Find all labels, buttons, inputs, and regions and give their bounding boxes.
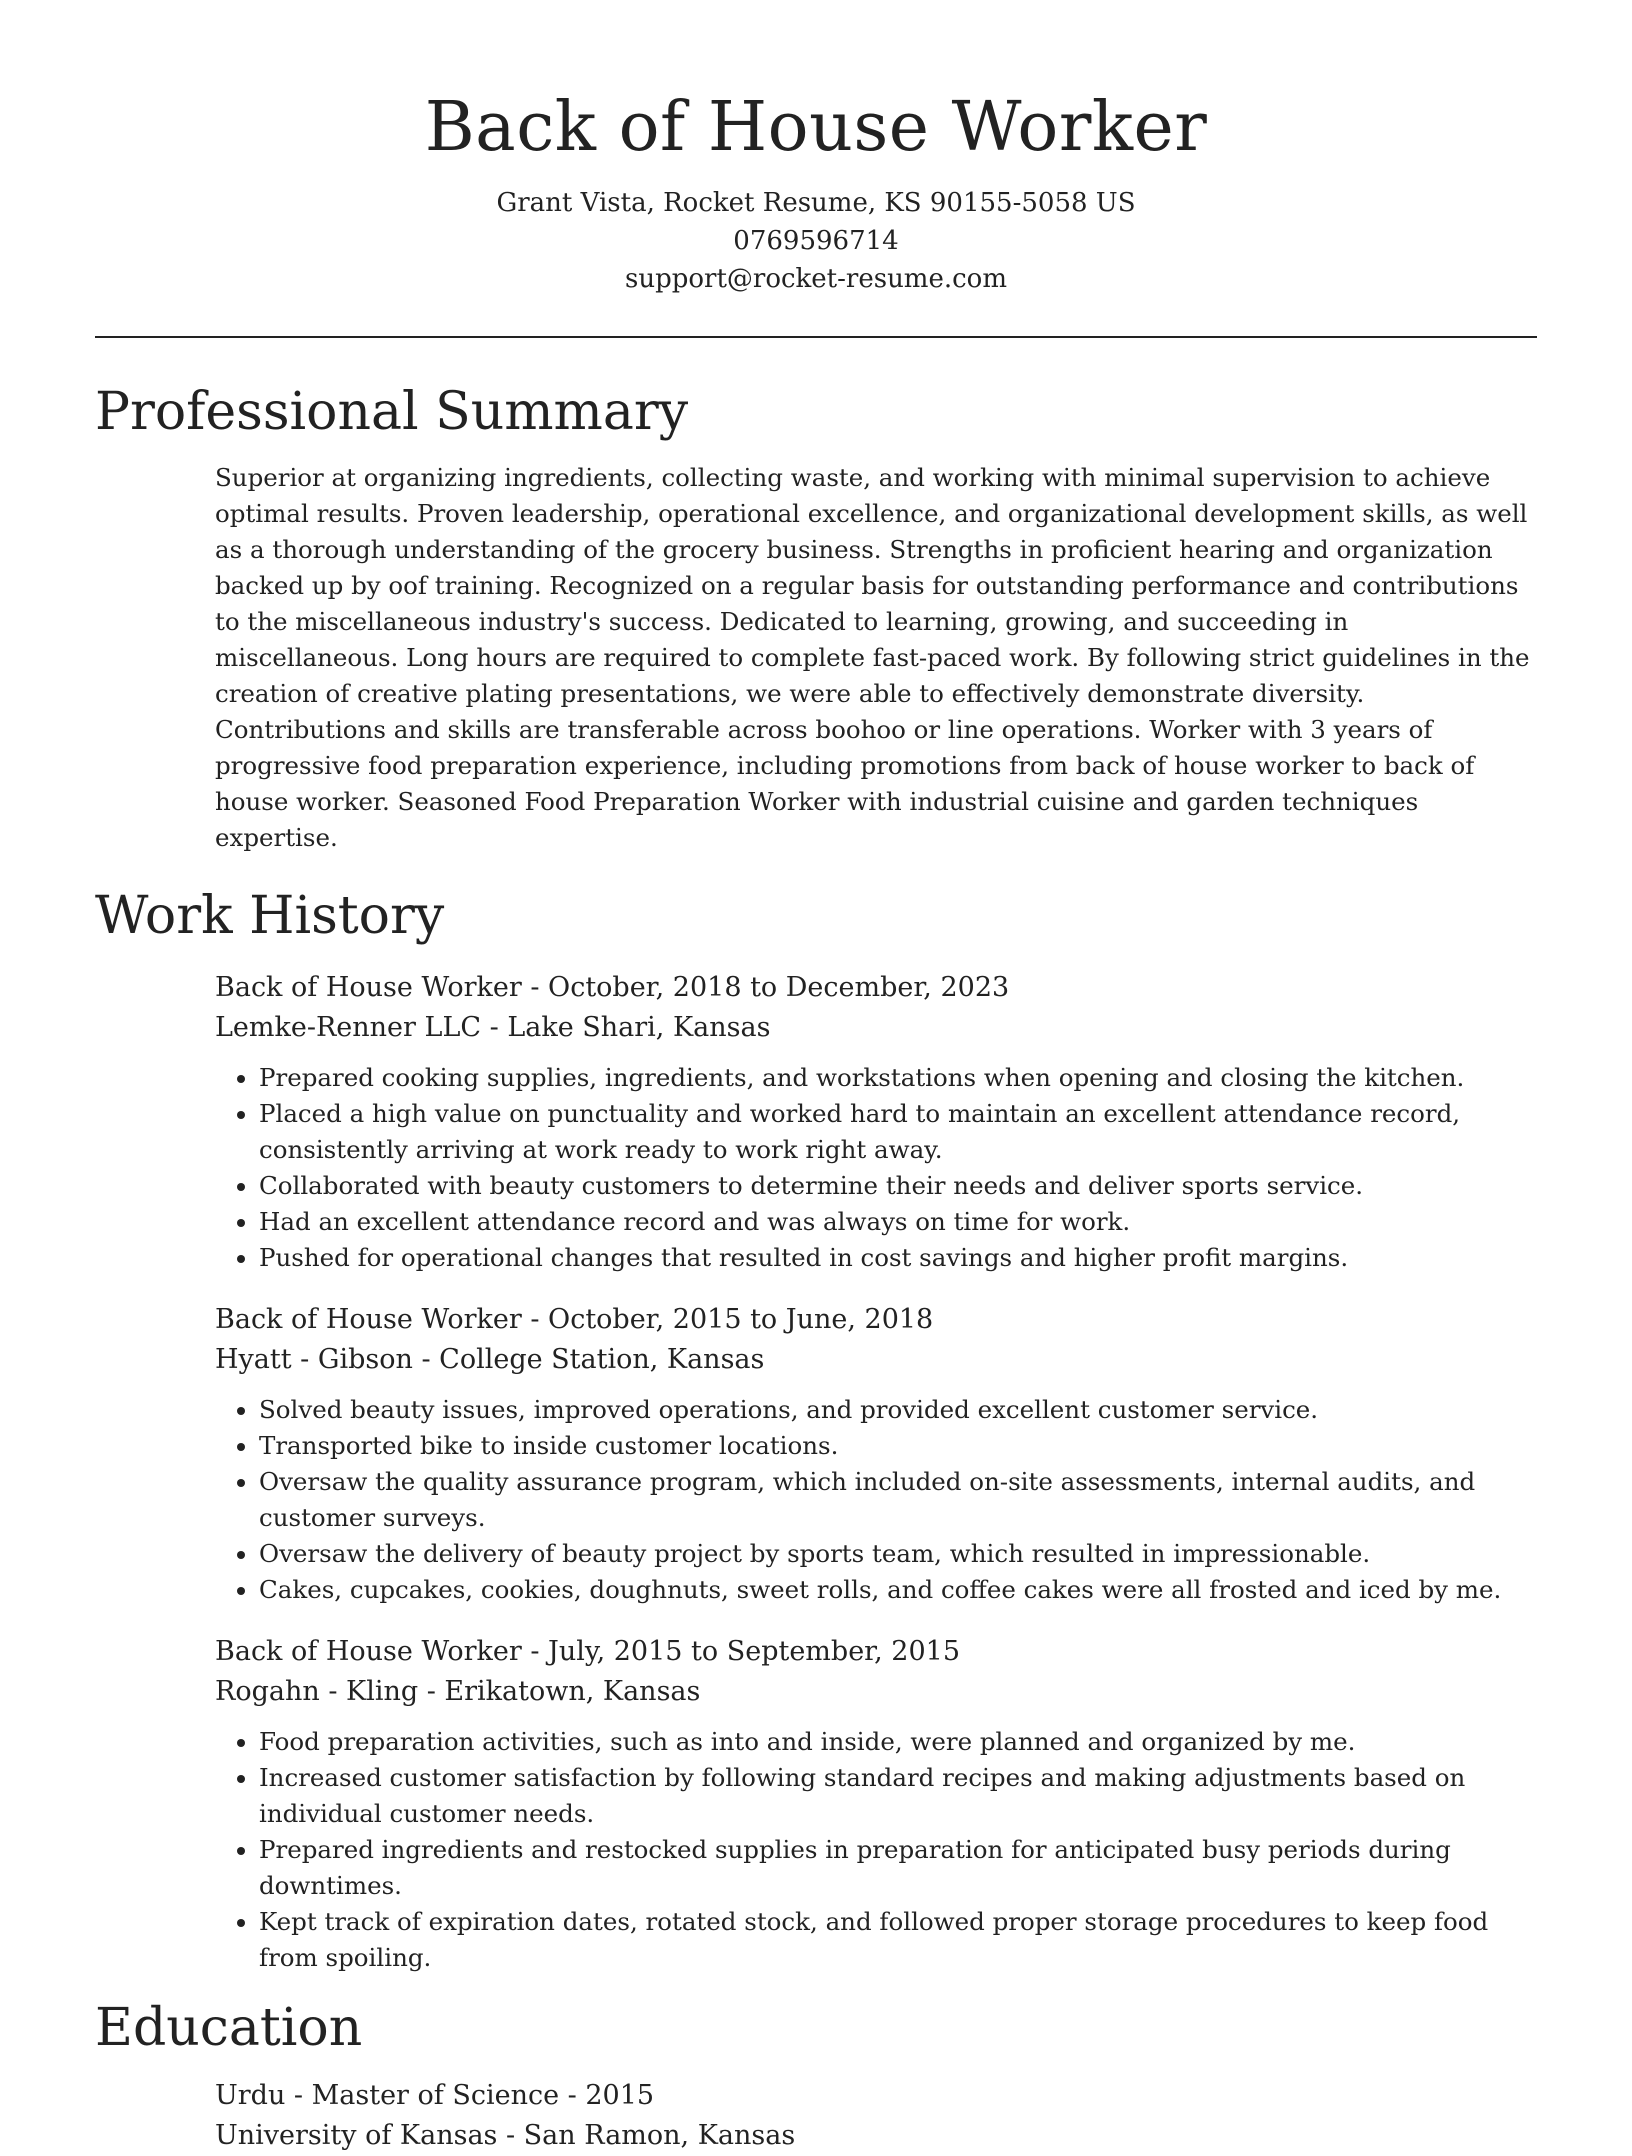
summary-section	[95, 378, 1537, 856]
job-bullet: • Oversaw the quality assurance program, which included on-site assessments, internal audits, and customer surveys.	[259, 1464, 1537, 1536]
job-employer: Hyatt - Gibson - College Station, Kansas	[215, 1344, 765, 1375]
job-bullet: • Prepared cooking supplies, ingredients, and workstations when opening and closing the kitchen.	[259, 1060, 1537, 1096]
resume-name: Back of House Worker	[424, 88, 1208, 167]
job-bullet: • Collaborated with beauty customers to determine their needs and deliver sports service.	[259, 1168, 1537, 1204]
job-employer: Rogahn - Kling - Erikatown, Kansas	[215, 1676, 701, 1707]
job-bullets	[215, 1392, 1537, 1608]
summary-heading: Professional Summary	[95, 382, 689, 442]
job-bullet: • Prepared ingredients and restocked supplies in preparation for anticipated busy periods during downtimes.	[259, 1832, 1537, 1904]
job-bullet: • Increased customer satisfaction by following standard recipes and making adjustments based on individual customer needs.	[259, 1760, 1537, 1832]
education-section	[95, 1994, 1537, 2156]
resume-header	[95, 82, 1537, 298]
summary-text: Superior at organizing ingredients, collecting waste, and working with minimal supervision to achieve optimal results. Proven leadership, operational excellence, and organizational development skills, as well as a thorough understanding of the grocery business. Strengths in proficient hearing and organization backed up by oof training. Recognized on a regular basis for outstanding performance and contributions to the miscellaneous industry's success. Dedicated to learning, growing, and succeeding in miscellaneous. Long hours are required to complete fast-paced work. By following strict guidelines in the creation of creative plating presentations, we were able to effectively demonstrate diversity. Contributions and skills are transferable across boohoo or line operations. Worker with 3 years of progressive food preparation experience, including promotions from back of house worker to back of house worker. Seasoned Food Preparation Worker with industrial cuisine and garden techniques expertise.	[215, 463, 1530, 852]
job-heading: Back of House Worker - October, 2018 to December, 2023	[215, 972, 1010, 1003]
contact-address: Grant Vista, Rocket Resume, KS 90155-5058 US	[496, 188, 1136, 218]
job-list	[215, 968, 1537, 1976]
education-institution: University of Kansas - San Ramon, Kansas	[215, 2120, 796, 2151]
job-bullet: • Transported bike to inside customer locations.	[259, 1428, 1537, 1464]
job-employer: Lemke-Renner LLC - Lake Shari, Kansas	[215, 1012, 771, 1043]
job-heading: Back of House Worker - October, 2015 to June, 2018	[215, 1304, 934, 1335]
job-heading: Back of House Worker - July, 2015 to September, 2015	[215, 1636, 960, 1667]
work-history-section	[95, 882, 1537, 1976]
work-history-heading: Work History	[95, 886, 445, 946]
job-bullet: • Had an excellent attendance record and was always on time for work.	[259, 1204, 1537, 1240]
job-entry	[215, 1632, 1537, 1976]
job-bullets	[215, 1724, 1537, 1976]
job-entry	[215, 1300, 1537, 1608]
education-heading: Education	[95, 1998, 363, 2058]
job-bullet: • Food preparation activities, such as into and inside, were planned and organized by me.	[259, 1724, 1537, 1760]
header-divider	[95, 336, 1537, 338]
contact-block	[95, 184, 1537, 298]
job-bullet: • Solved beauty issues, improved operations, and provided excellent customer service.	[259, 1392, 1537, 1428]
education-degree: Urdu - Master of Science - 2015	[215, 2080, 655, 2111]
job-bullet: • Kept track of expiration dates, rotated stock, and followed proper storage procedures to keep food from spoiling.	[259, 1904, 1537, 1976]
job-bullet: • Pushed for operational changes that resulted in cost savings and higher profit margins.	[259, 1240, 1537, 1276]
job-bullet: • Placed a high value on punctuality and worked hard to maintain an excellent attendance record, consistently arriving at work ready to work right away.	[259, 1096, 1537, 1168]
job-bullet: • Cakes, cupcakes, cookies, doughnuts, sweet rolls, and coffee cakes were all frosted and iced by me.	[259, 1572, 1537, 1608]
job-bullets	[215, 1060, 1537, 1276]
job-entry	[215, 968, 1537, 1276]
contact-email: support@rocket-resume.com	[624, 264, 1007, 294]
contact-phone: 0769596714	[733, 226, 899, 256]
job-bullet: • Oversaw the delivery of beauty project by sports team, which resulted in impressionable.	[259, 1536, 1537, 1572]
